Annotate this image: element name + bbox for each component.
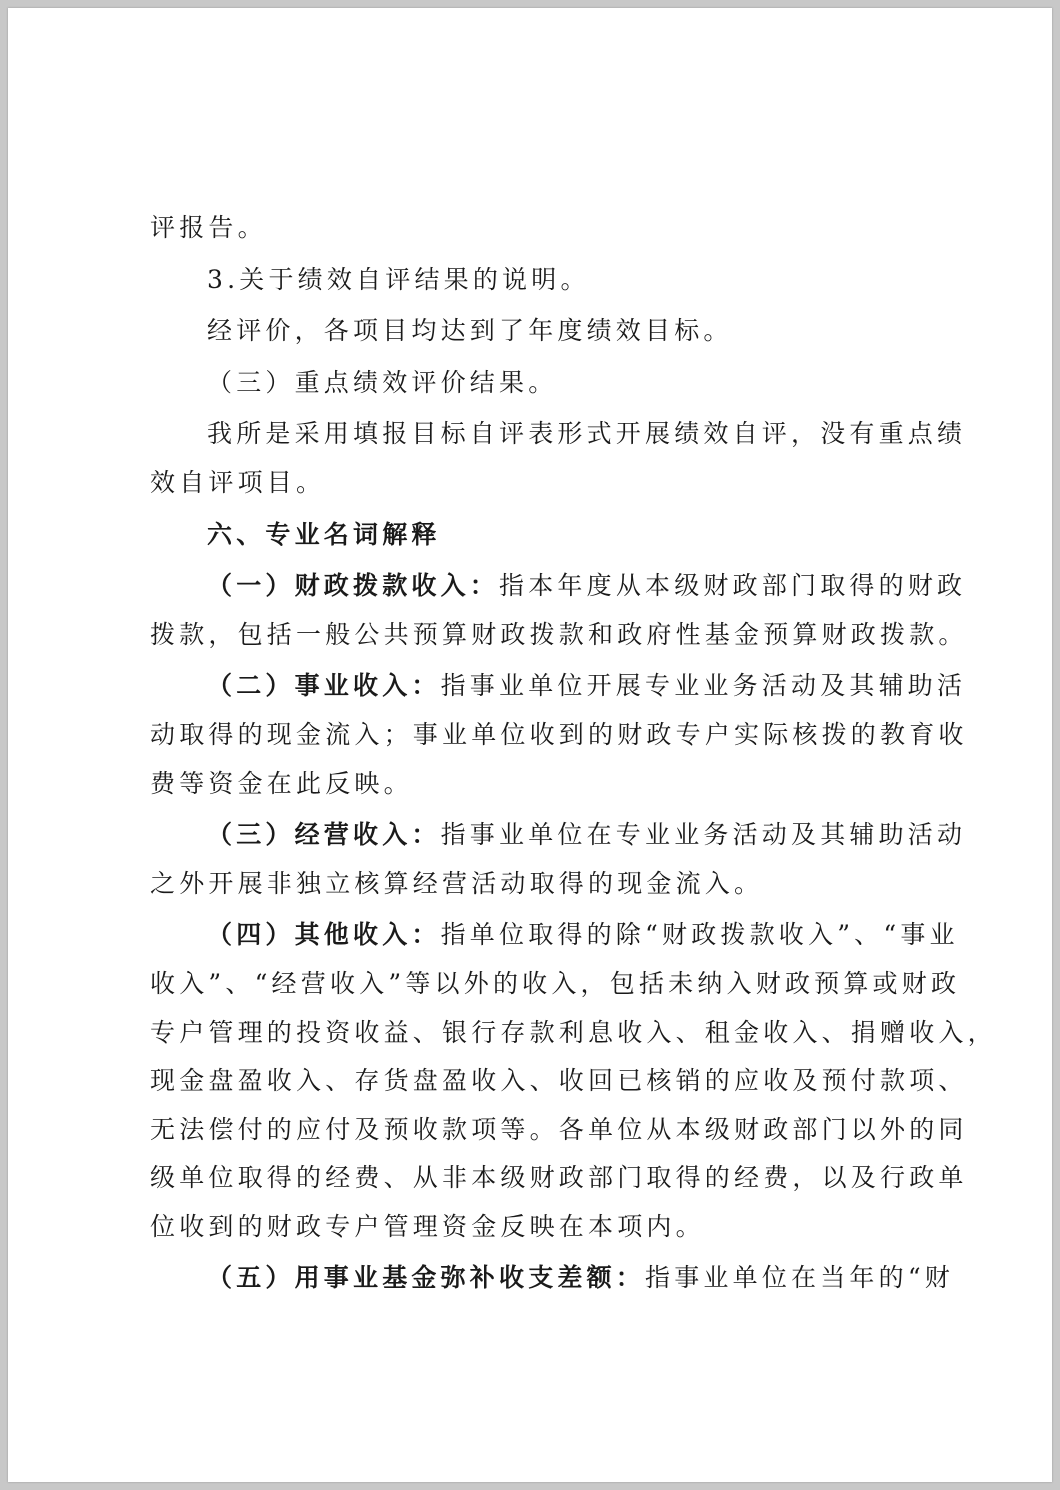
paragraph-line: 专户管理的投资收益、银行存款利息收入、租金收入、捐赠收入， (150, 1017, 997, 1047)
page-body (150, 204, 997, 1303)
document-page (8, 8, 1052, 1482)
term-definition: 指事业单位在当年的“财 (645, 1263, 954, 1293)
term-definition: 指事业单位开展专业业务活动及其辅助活 (440, 671, 967, 701)
paragraph-line: 费等资金在此反映。 (150, 768, 413, 798)
paragraph-line: 位收到的财政专户管理资金反映在本项内。 (150, 1211, 705, 1241)
paragraph-line: 级单位取得的经费、从非本级财政部门取得的经费，以及行政单 (150, 1163, 968, 1193)
term-label: （三）经营收入： (207, 820, 441, 850)
term-definition-line (150, 811, 967, 860)
paragraph-line: 无法偿付的应付及预收款项等。各单位从本级财政部门以外的同 (150, 1114, 968, 1144)
term-label: （四）其他收入： (207, 920, 441, 950)
term-definition: 指单位取得的除“财政拨款收入”、“事业 (440, 920, 959, 950)
term-label: （一）财政拨款收入： (207, 571, 500, 601)
term-definition: 指本年度从本级财政部门取得的财政 (499, 571, 967, 601)
term-definition-line (150, 1254, 954, 1303)
subsection-heading: （三）重点绩效评价结果。 (207, 367, 558, 397)
paragraph-line: 收入”、“经营收入”等以外的收入，包括未纳入财政预算或财政 (150, 968, 961, 998)
term-label: （二）事业收入： (207, 671, 441, 701)
paragraph-line: 效自评项目。 (150, 467, 326, 497)
paragraph-line: 评报告。 (150, 213, 267, 242)
paragraph-line: 经评价，各项目均达到了年度绩效目标。 (207, 316, 733, 346)
section-heading-6: 六、专业名词解释 (207, 519, 441, 549)
term-definition-line (150, 562, 967, 611)
section-heading-3: 3.关于绩效自评结果的说明。 (207, 264, 590, 294)
paragraph-line: 现金盘盈收入、存货盘盈收入、收回已核销的应收及预付款项、 (150, 1066, 968, 1096)
paragraph-line: 之外开展非独立核算经营活动取得的现金流入。 (150, 868, 764, 898)
term-definition-line (150, 911, 959, 960)
paragraph-line: 我所是采用填报目标自评表形式开展绩效自评，没有重点绩 (207, 419, 967, 449)
paragraph-line: 动取得的现金流入；事业单位收到的财政专户实际核拨的教育收 (150, 719, 968, 749)
term-label: （五）用事业基金弥补收支差额： (207, 1263, 646, 1293)
term-definition: 指事业单位在专业业务活动及其辅助活动 (440, 820, 967, 850)
term-definition-line (150, 662, 967, 711)
paragraph-line: 拨款，包括一般公共预算财政拨款和政府性基金预算财政拨款。 (150, 619, 968, 649)
